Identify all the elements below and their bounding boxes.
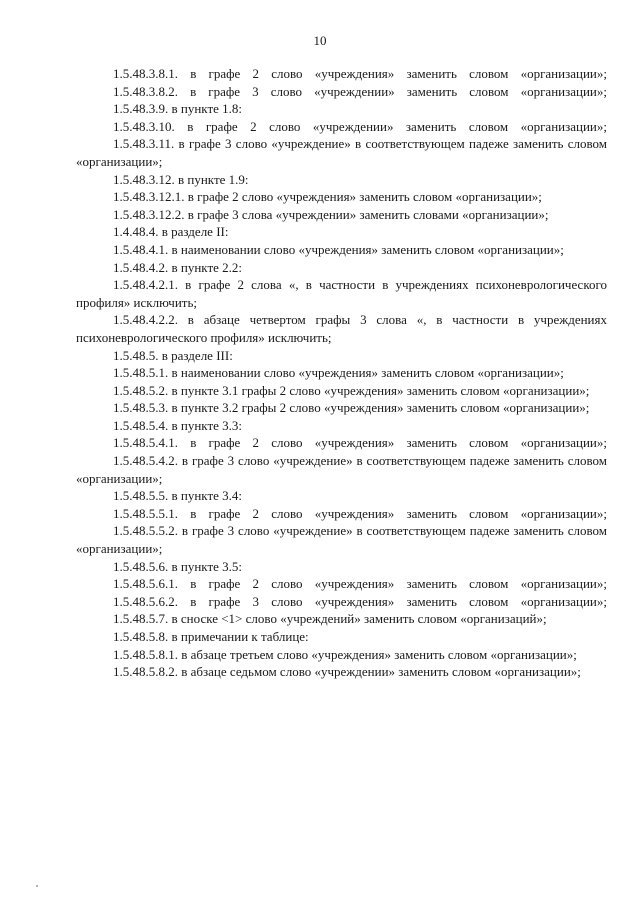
paragraph: 1.5.48.5.7. в сноске <1> слово «учреждений» заменить словом «организаций»; bbox=[113, 611, 547, 627]
paragraph: 1.5.48.5.3. в пункте 3.2 графы 2 слово «учреждения» заменить словом «организации»; bbox=[113, 400, 590, 416]
paragraph: 1.5.48.5.6.1. в графе 2 слово «учреждения» заменить словом «организации»; bbox=[113, 576, 607, 592]
paragraph: 1.5.48.5.5. в пункте 3.4: bbox=[113, 488, 243, 504]
paragraph: 1.5.48.3.12.1. в графе 2 слово «учреждения» заменить словом «организации»; bbox=[113, 189, 542, 205]
paragraph: 1.5.48.5.5.1. в графе 2 слово «учреждения» заменить словом «организации»; bbox=[113, 505, 607, 521]
paragraph: 1.5.48.3.12.2. в графе 3 слова «учреждении» заменить словами «организации»; bbox=[113, 206, 549, 222]
paragraph: 1.5.48.4.2.2. в абзаце четвертом графы 3 слова «, в частности в учреждениях психоневрологического профиля» исключить; bbox=[76, 312, 607, 345]
paragraph: 1.5.48.5.8.2. в абзаце седьмом слово «учреждении» заменить словом «организации»; bbox=[113, 664, 581, 680]
document-body bbox=[76, 65, 607, 681]
paragraph: 1.5.48.5. в разделе III: bbox=[113, 347, 233, 363]
page-number: 10 bbox=[313, 33, 327, 48]
paragraph: 1.4.48.4. в разделе II: bbox=[113, 224, 229, 240]
paragraph: 1.5.48.5.2. в пункте 3.1 графы 2 слово «учреждения» заменить словом «организации»; bbox=[113, 382, 590, 398]
paragraph: 1.5.48.5.4.2. в графе 3 слово «учреждение» в соответствующем падеже заменить словом «организации»; bbox=[76, 453, 607, 486]
paragraph: 1.5.48.5.6.2. в графе 3 слово «учреждения» заменить словом «организации»; bbox=[113, 593, 607, 609]
paragraph: 1.5.48.5.8.1. в абзаце третьем слово «учреждения» заменить словом «организации»; bbox=[113, 646, 577, 662]
paragraph: 1.5.48.5.6. в пункте 3.5: bbox=[113, 558, 243, 574]
paragraph: 1.5.48.3.9. в пункте 1.8: bbox=[113, 101, 243, 117]
scan-speck bbox=[36, 885, 38, 887]
paragraph: 1.5.48.3.11. в графе 3 слово «учреждение» в соответствующем падеже заменить словом «организации»; bbox=[76, 136, 607, 169]
paragraph: 1.5.48.5.8. в примечании к таблице: bbox=[113, 629, 309, 644]
paragraph: 1.5.48.5.4.1. в графе 2 слово «учреждения» заменить словом «организации»; bbox=[113, 435, 607, 451]
paragraph: 1.5.48.5.1. в наименовании слово «учреждения» заменить словом «организации»; bbox=[113, 365, 564, 381]
paragraph: 1.5.48.3.8.2. в графе 3 слово «учреждении» заменить словом «организации»; bbox=[113, 83, 607, 99]
paragraph: 1.5.48.5.5.2. в графе 3 слово «учреждение» в соответствующем падеже заменить словом «организации»; bbox=[76, 523, 607, 557]
paragraph: 1.5.48.4.2.1. в графе 2 слова «, в частности в учреждениях психоневрологического профиля» исключить; bbox=[76, 277, 607, 310]
paragraph: 1.5.48.3.8.1. в графе 2 слово «учреждения» заменить словом «организации»; bbox=[113, 66, 607, 81]
paragraph: 1.5.48.5.4. в пункте 3.3: bbox=[113, 417, 243, 433]
paragraph: 1.5.48.3.12. в пункте 1.9: bbox=[113, 171, 249, 187]
paragraph: 1.5.48.4.2. в пункте 2.2: bbox=[113, 259, 243, 275]
paragraph: 1.5.48.4.1. в наименовании слово «учреждения» заменить словом «организации»; bbox=[113, 241, 564, 257]
paragraph: 1.5.48.3.10. в графе 2 слово «учреждении» заменить словом «организации»; bbox=[113, 118, 607, 134]
